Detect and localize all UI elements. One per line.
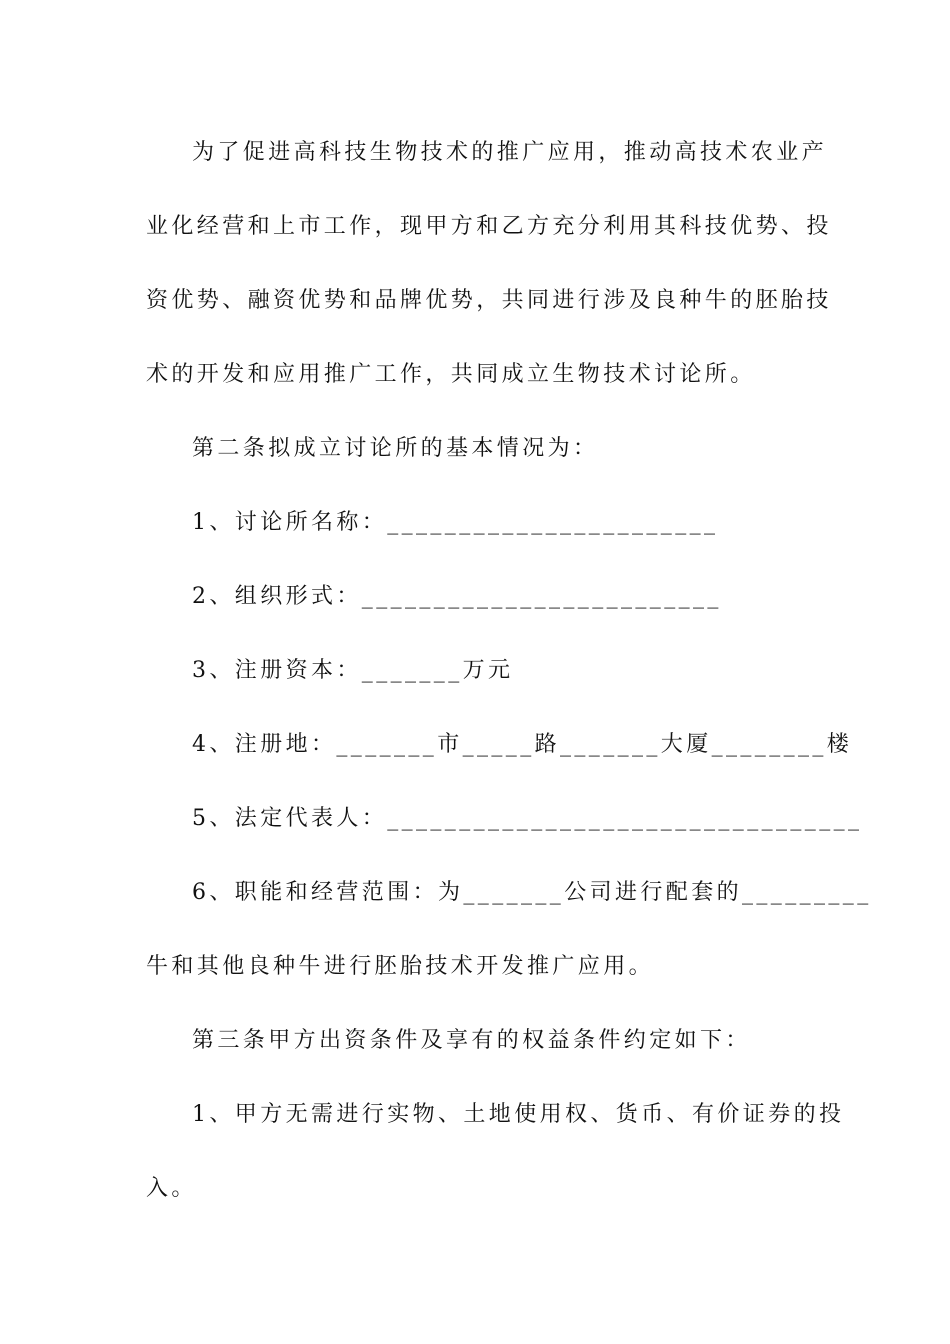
article-2-item-1: 1、讨论所名称：_______________________ — [192, 510, 719, 535]
intro-line-3: 资优势、融资优势和品牌优势，共同进行涉及良种牛的胚胎技 — [146, 288, 832, 313]
article-2-item-6-line-1: 6、职能和经营范围：为_______公司进行配套的_________ — [192, 880, 872, 905]
intro-line-2: 业化经营和上市工作，现甲方和乙方充分利用其科技优势、投 — [146, 214, 832, 239]
article-2-item-5: 5、法定代表人：_________________________________ — [192, 806, 863, 831]
article-2-item-3: 3、注册资本：_______万元 — [192, 658, 514, 683]
article-3-heading: 第三条甲方出资条件及享有的权益条件约定如下： — [192, 1028, 751, 1053]
article-2-item-2: 2、组织形式：_________________________ — [192, 584, 722, 609]
article-2-item-4: 4、注册地：_______市_____路_______大厦________楼 — [192, 732, 853, 757]
article-2-item-6-line-2: 牛和其他良种牛进行胚胎技术开发推广应用。 — [146, 954, 655, 979]
article-3-item-1-line-1: 1、甲方无需进行实物、土地使用权、货币、有价证券的投 — [192, 1102, 845, 1127]
article-2-heading: 第二条拟成立讨论所的基本情况为： — [192, 436, 599, 461]
article-3-item-1-line-2: 入。 — [146, 1176, 197, 1201]
intro-line-1: 为了促进高科技生物技术的推广应用，推动高技术农业产 — [192, 140, 828, 165]
intro-line-4: 术的开发和应用推广工作，共同成立生物技术讨论所。 — [146, 362, 756, 387]
